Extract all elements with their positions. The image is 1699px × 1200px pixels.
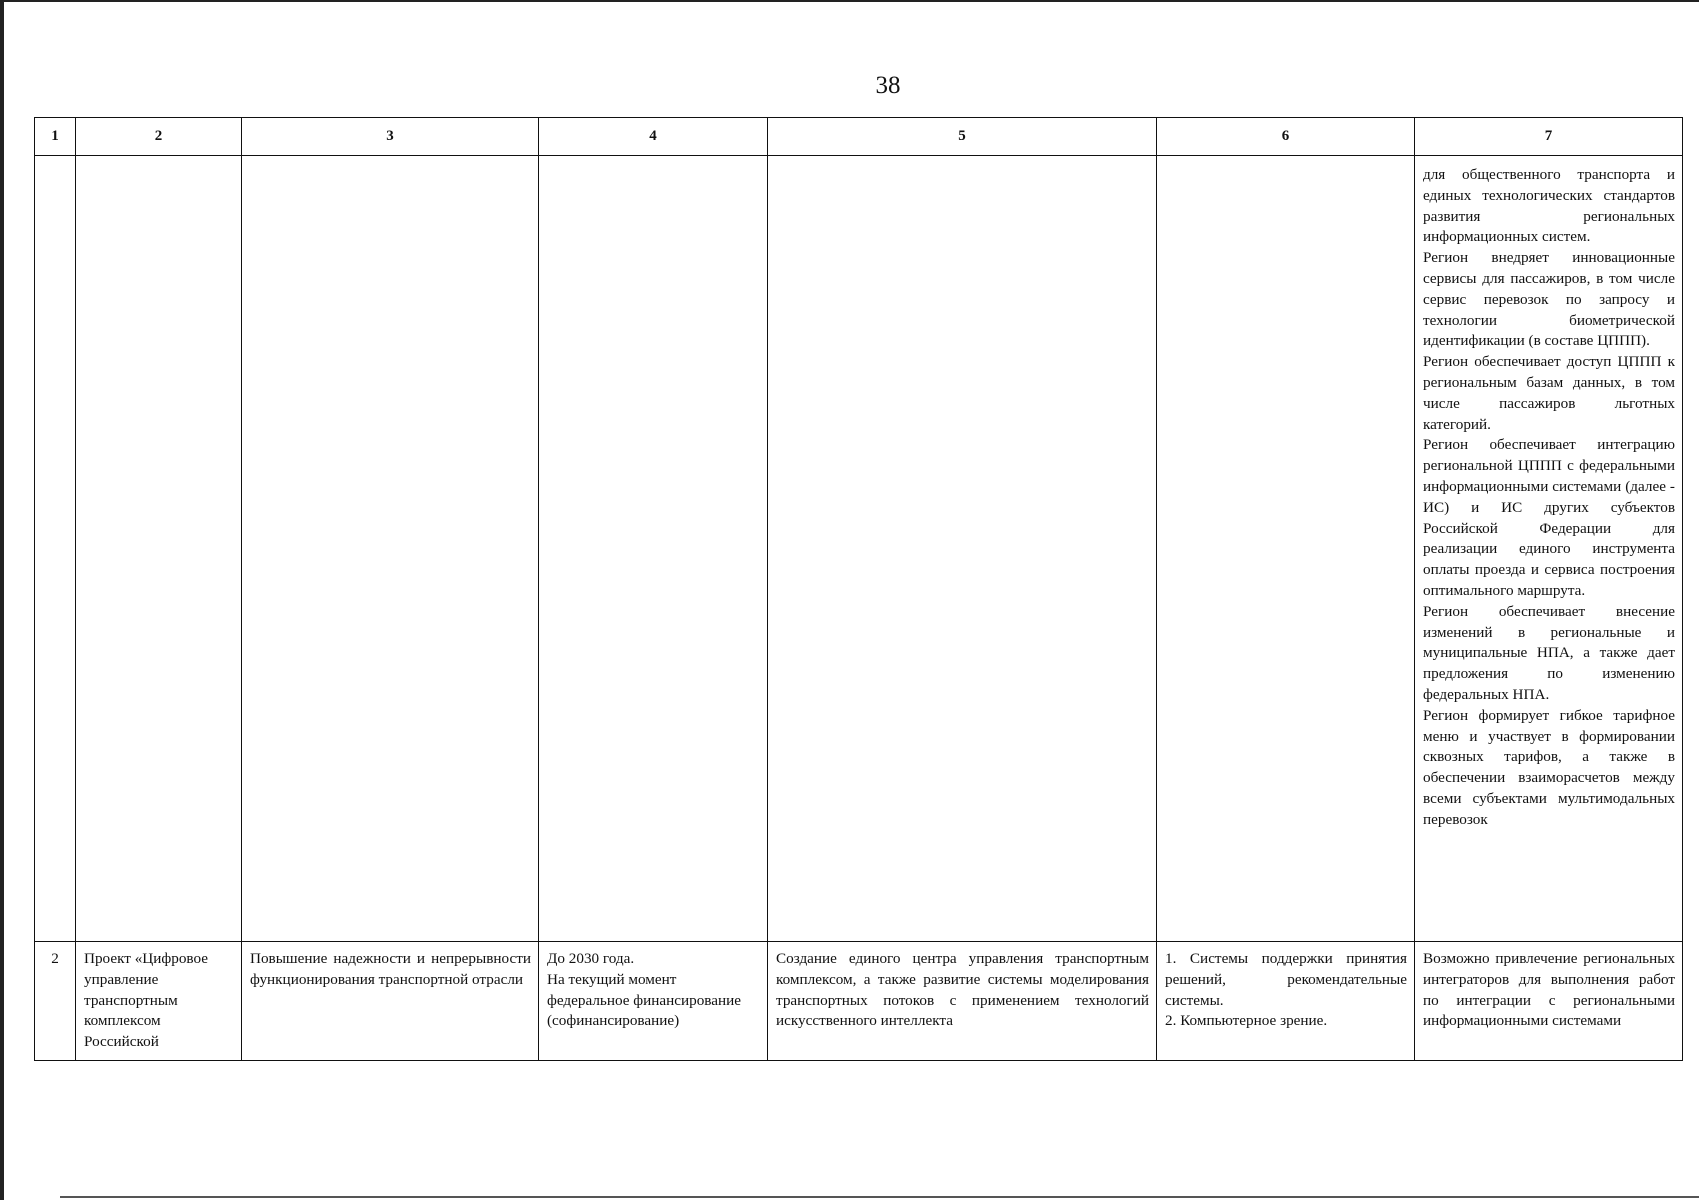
cell-region-measures bbox=[1415, 156, 1683, 942]
scan-edge-top bbox=[0, 0, 1699, 2]
cell-empty bbox=[35, 156, 76, 942]
paragraph: Регион внедряет инновационные сервисы для пассажиров, в том числе сервис перевозок по запросу и технологии биометрической идентификации (в составе ЦППП). bbox=[1423, 249, 1675, 350]
cell-row-number: 2 bbox=[35, 942, 76, 1061]
column-header-7: 7 bbox=[1415, 118, 1683, 156]
cell-empty bbox=[1157, 156, 1415, 942]
page-number: 38 bbox=[875, 72, 901, 99]
scan-edge-left bbox=[0, 0, 4, 1200]
column-header-2: 2 bbox=[76, 118, 242, 156]
cell-empty bbox=[242, 156, 539, 942]
paragraph: для общественного транспорта и единых технологических стандартов развития региональных информационных систем. bbox=[1423, 166, 1675, 246]
cell-empty bbox=[768, 156, 1157, 942]
cell-empty bbox=[76, 156, 242, 942]
cell-regional-participation: Возможно привлечение региональных интеграторов для выполнения работ по интеграции с региональными информационными системами bbox=[1415, 942, 1683, 1061]
column-header-1: 1 bbox=[35, 118, 76, 156]
cell-description: Создание единого центра управления транспортным комплексом, а также развитие системы моделирования транспортных потоков с применением технологий искусственного интеллекта bbox=[768, 942, 1157, 1061]
table-header-row bbox=[35, 118, 1683, 156]
table-row-continuation bbox=[35, 156, 1683, 942]
column-header-3: 3 bbox=[242, 118, 539, 156]
cell-empty bbox=[539, 156, 768, 942]
paragraph: Регион обеспечивает интеграцию региональной ЦППП с федеральными информационными системами (далее - ИС) и ИС других субъектов Российской Федерации для реализации единого инструмента оплаты проезда и сервиса построения оптимального маршрута. bbox=[1423, 436, 1675, 599]
scan-edge-bottom bbox=[60, 1196, 1699, 1198]
cell-technologies: 1. Системы поддержки принятия решений, рекомендательные системы. 2. Компьютерное зрение. bbox=[1157, 942, 1415, 1061]
document-table bbox=[34, 117, 1683, 1061]
table-row-project bbox=[35, 942, 1683, 1061]
cell-project-name: Проект «Цифровое управление транспортным комплексом Российской bbox=[76, 942, 242, 1061]
cell-goal: Повышение надежности и непрерывности функционирования транспортной отрасли bbox=[242, 942, 539, 1061]
cell-timeline: До 2030 года. На текущий момент федеральное финансирование (софинансирование) bbox=[539, 942, 768, 1061]
column-header-4: 4 bbox=[539, 118, 768, 156]
column-header-6: 6 bbox=[1157, 118, 1415, 156]
column-header-5: 5 bbox=[768, 118, 1157, 156]
paragraph: Регион обеспечивает доступ ЦППП к региональным базам данных, в том числе пассажиров льготных категорий. bbox=[1423, 353, 1675, 433]
paragraph: Регион обеспечивает внесение изменений в региональные и муниципальные НПА, а также дает предложения по изменению федеральных НПА. bbox=[1423, 602, 1675, 703]
paragraph: Регион формирует гибкое тарифное меню и участвует в формировании сквозных тарифов, а также в обеспечении взаиморасчетов между всеми субъектами мультимодальных перевозок bbox=[1423, 706, 1675, 828]
